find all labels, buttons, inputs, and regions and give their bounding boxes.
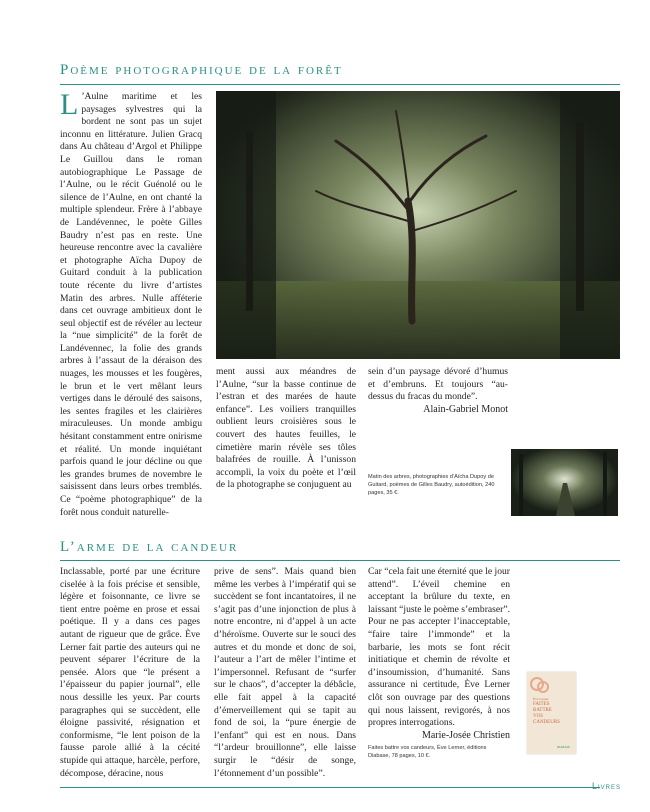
article2-column-2: prive de sens”. Mais quand bien même les verbes à l’impératif qui se succèdent se font incantatoires, il ne s’agit pas d’une injonction de plus à notre encontre, ni d’appel à un acte d’héroïsme. Ouverte sur le souci des autres et du monde et donc de soi, l’auteur a l’art de mêler l’intime et l’impersonnel. Refusant de “surfer sur le chaos”, d’accepter la débâcle, elle fait appel à la capacité d’émerveillement qui se tapit au fond de soi, la “pure énergie de l’enfant” qui est en nous. Dans “l’ardeur brouillonne”, elle laisse surgir le “désir de songe, l’étonnement d’un possible”. xyxy=(214,566,356,779)
article2-title: L’arme de la candeur xyxy=(60,539,239,555)
book-cover-publisher: DIABASE xyxy=(556,745,570,749)
article1-signature: Alain-Gabriel Monot xyxy=(423,403,508,415)
article1-title: Poème photographique de la forêt xyxy=(60,62,343,78)
book-cover-author: Ève Lerner xyxy=(533,697,549,701)
article1-column-3 xyxy=(368,366,508,416)
article2-column-3-text: Car “cela fait une éternité que le jour attend”. L’éveil chemine en acceptant la brûlure du texte, en laissant “juste le poème s’embraser”. Pour ne pas accepter l’inacceptable, “faire taire l’immonde” et la barbarie, les mots se font récit initiatique et chemin de révolte et d’insoumission, d’humanité. Sans assurance ni certitude, Ève Lerner clôt son ouvrage par des questions qui nous laissent, revigorés, à nos propres interrogations. xyxy=(368,566,510,729)
article1-column-3-text: sein d’un paysage dévoré d’humus et d’embruns. Et toujours “au-dessus du fracas du monde”. xyxy=(368,366,508,403)
article2-title-rule xyxy=(60,560,620,561)
forest-photo xyxy=(216,91,620,359)
book-cover-title-2: BATTRE xyxy=(533,708,552,713)
article1-title-rule xyxy=(60,84,620,85)
footer-rule xyxy=(60,787,600,788)
article2-caption: Faites battre vos candeurs, Ève Lerner, éditions Diabase, 78 pages, 10 €. xyxy=(368,745,487,759)
book-cover-title-1: FAITES xyxy=(533,702,550,707)
section-label: Livres xyxy=(591,781,621,791)
article1-column-2: ment aussi aux méandres de l’Aulne, “sur la basse continue de l’estran et des marées de haute enfance”. Les voiliers tranquilles oublient leurs croisières sous le couvert des hautes feuilles, le cimetière marin révèle ses tôles balafrées de rouille. À l’unisson accompli, la voix du poète et l’œil de la photographe se conjuguent au xyxy=(216,366,356,491)
book-cover-logo xyxy=(529,674,551,696)
article2-signature: Marie-Josée Christien xyxy=(421,729,510,741)
article1-dropcap: L xyxy=(60,88,79,121)
article2-column-1: Inclassable, porté par une écriture ciselée à la fois précise et sensible, légère et foisonnante, ce livre se tient entre poème en prose et essai poétique. Il y a dans ces pages autant de rigueur que de grâce. Ève Lerner fait partie des auteurs qui ne peuvent séparer l’écriture de la pensée. Alors que “le présent a l’épaisseur du papier journal”, elle nous dessille les yeux. Par courts paragraphes qui se succèdent, elle éloigne passivité, résignation et conformisme, “le lent poison de la fausse parole allié à la cécité stupide qui attaque, harcèle, perfore, décompose, déracine, nous xyxy=(60,566,200,779)
book-cover-candeurs xyxy=(527,672,576,754)
article1-column-1 xyxy=(60,88,202,519)
article1-caption: Matin des arbres, photographies d’Aïcha Dupoy de Guitard, poèmes de Gilles Baudry, autoédition, 240 pages, 35 €. xyxy=(368,474,495,496)
article1-column-1-text: ’Aulne maritime et les paysages sylvestres qui la bordent ne sont pas un sujet inconnu en littérature. Julien Gracq dans Au château d’Argol et Philippe Le Guillou dans le roman autobiographique Le Passage de l’Aulne, ou le récit Guénolé ou le silence de l’Aulne, en ont chanté la multiple splendeur. Frère à l’abbaye de Landévennec, le poète Gilles Baudry n’est pas en reste. Une heureuse rencontre avec la cavalière et photographe Aïcha Dupoy de Guitard conduit à la publication toute récente du livre d’artistes Matin des arbres. Nulle afféterie dans cet ouvrage ambitieux dont le seul objectif est de révéler au lecteur la “nue simplicité” de la forêt de Landévennec, la folie des grands arbres à l’assaut de la déraison des nuages, les mousses et les fougères, le brun et le vert mêlant leurs vertiges dans le déroulé des saisons, les sentes fragiles et les clairières miraculeuses. Un monde ambigu hésitant constamment entre onirisme et réalité. Un monde inquiétant parfois quand le jour décline ou que les grandes brumes de novembre le saisissent dans leurs orbes tremblés. Ce “poème photographique” de la forêt nous conduit naturelle- xyxy=(60,91,202,518)
article2-column-3 xyxy=(368,566,510,742)
book-cover-title-4: CANDEURS xyxy=(533,720,560,725)
book-cover-title-3: VOS xyxy=(533,714,544,719)
book-cover-forest-path xyxy=(511,449,618,516)
